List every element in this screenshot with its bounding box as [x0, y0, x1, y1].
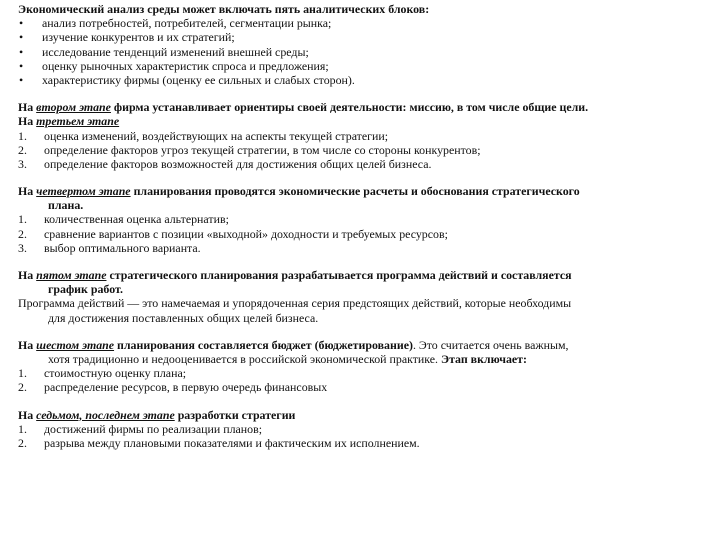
stage4-list-item: 3. выбор оптимального варианта.: [18, 240, 201, 255]
stage7-label: седьмом, последнем этапе: [36, 407, 175, 422]
stage6-label: шестом этапе: [36, 337, 115, 352]
spacer: [18, 395, 702, 408]
stage3-list-item: 2. определение факторов угроз текущей стратегии, в том числе со стороны конкурентов;: [18, 142, 481, 157]
stage4-heading: На четвертом этапе планирования проводятся экономические расчеты и обоснования стратегического: [18, 184, 580, 199]
intro-bullet-item: • исследование тенденций изменений внешней среды;: [19, 44, 309, 59]
document-page: [18, 2, 702, 450]
intro-bullet-item: • анализ потребностей, потребителей, сегментации рынка;: [19, 16, 332, 31]
stage7-list-item: 2. разрыва между плановыми показателями и фактическим их исполнением.: [18, 435, 420, 450]
stage2-label: втором этапе: [36, 100, 111, 115]
bullet-icon: •: [19, 44, 24, 59]
stage5-label: пятом этапе: [36, 268, 107, 282]
stage5-paragraph-cont: для достижения поставленных общих целей бизнеса.: [48, 310, 319, 325]
stage6-list-item: 1. стоимостную оценку плана;: [18, 366, 187, 381]
stage3-label: третьем этапе: [36, 114, 120, 129]
bullet-icon: •: [19, 58, 24, 73]
intro-bullet-item: • оценку рыночных характеристик спроса и предложения;: [19, 58, 329, 73]
stage4-heading-cont: плана.: [48, 198, 84, 213]
stage6-heading-cont: хотя традиционно и недооценивается в российской экономической практике. Этап включает:: [48, 351, 527, 366]
stage3-list-item: 3. определение факторов возможностей для достижения общих целей бизнеса.: [18, 156, 432, 171]
bullet-icon: •: [19, 72, 24, 87]
bullet-icon: •: [19, 16, 24, 31]
intro-heading: Экономический анализ среды может включать пять аналитических блоков:: [18, 2, 430, 16]
stage7-list-item: 1. достижений фирмы по реализации планов;: [18, 421, 263, 436]
intro-bullet-item: • изучение конкурентов и их стратегий;: [19, 30, 235, 45]
spacer: [18, 87, 702, 100]
stage2-paragraph: На втором этапе фирма устанавливает ориентиры своей деятельности: миссию, в том числе общие цели.: [18, 100, 589, 115]
stage3-heading: На третьем этапе: [18, 114, 120, 129]
stage4-list-item: 2. сравнение вариантов с позиции «выходной» доходности и требуемых ресурсов;: [18, 226, 448, 241]
stage5-paragraph: Программа действий — это намечаемая и упорядоченная серия предстоящих действий, которые необходимы: [18, 296, 572, 311]
stage5-heading: На пятом этапе стратегического планирования разрабатывается программа действий и составляется: [18, 268, 572, 282]
stage6-heading: На шестом этапе планирования составляется бюджет (бюджетирование). Это считается очень важным,: [18, 337, 569, 352]
stage5-heading-cont: график работ.: [48, 282, 123, 297]
spacer: [18, 325, 702, 338]
spacer: [18, 171, 702, 184]
bullet-icon: •: [19, 30, 24, 45]
stage4-label: четвертом этапе: [36, 184, 131, 199]
stage4-list-item: 1. количественная оценка альтернатив;: [18, 212, 229, 227]
stage7-heading: На седьмом, последнем этапе разработки стратегии: [18, 407, 296, 422]
intro-bullet-item: • характеристику фирмы (оценку ее сильных и слабых сторон).: [19, 72, 355, 87]
stage6-list-item: 2. распределение ресурсов, в первую очередь финансовых: [18, 380, 328, 395]
stage3-list-item: 1. оценка изменений, воздействующих на аспекты текущей стратегии;: [18, 128, 389, 143]
spacer: [18, 255, 702, 268]
